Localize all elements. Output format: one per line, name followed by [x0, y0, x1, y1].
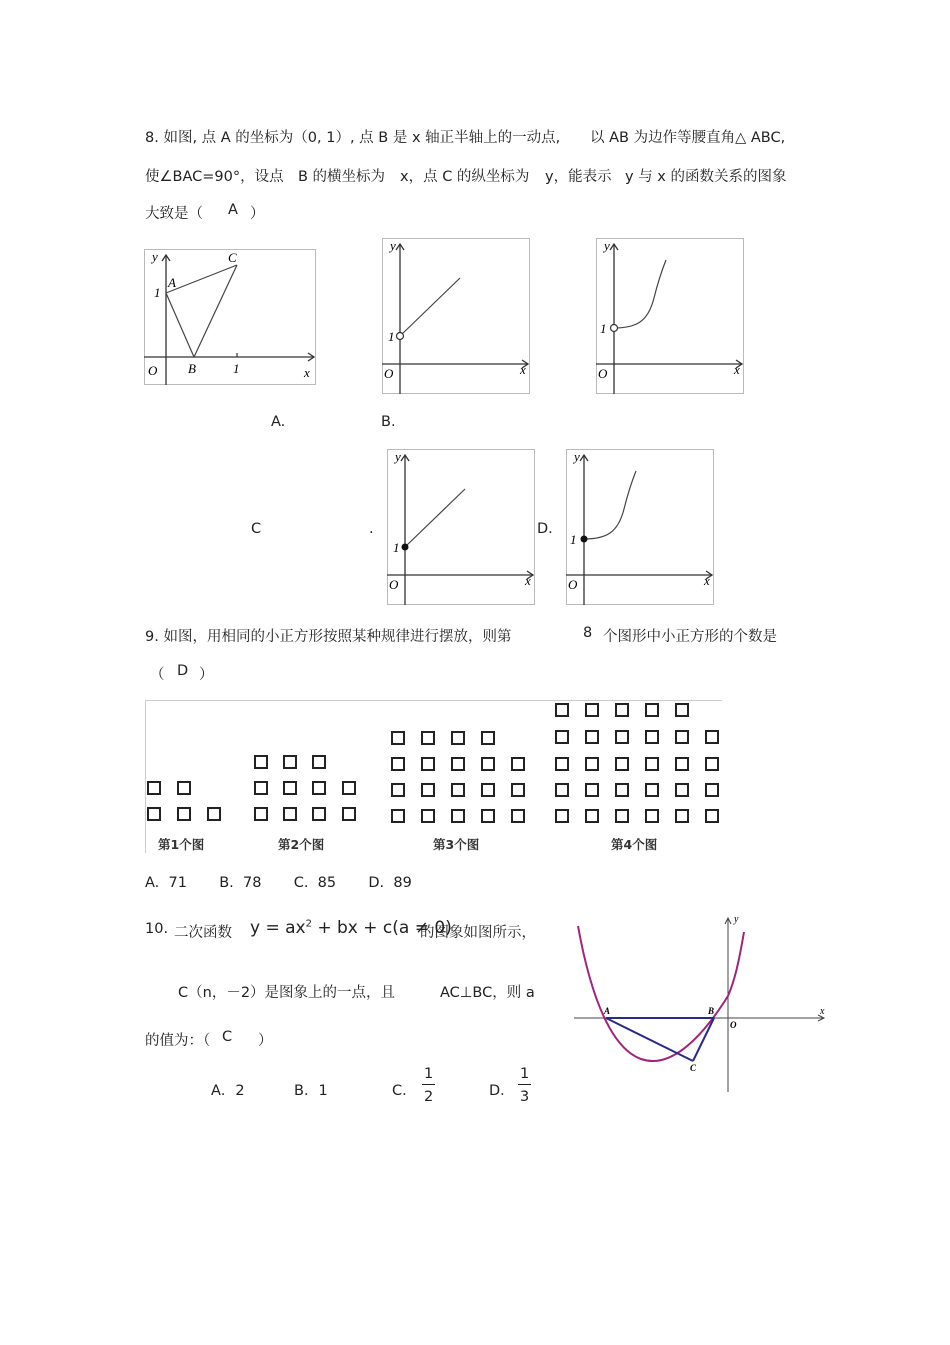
- q10-choice-b: B．1: [294, 1083, 328, 1099]
- square: [283, 755, 297, 769]
- x-axis-label: x: [304, 365, 310, 380]
- panel-3-label: 第3个图: [433, 837, 480, 852]
- segment-ac: [606, 1018, 693, 1061]
- x-label: x: [734, 362, 740, 377]
- q10-parabola-figure: [568, 912, 834, 1094]
- q8-line2-part4: y，能表示: [545, 169, 612, 185]
- q9-pattern-figure: [145, 700, 722, 853]
- square: [675, 809, 689, 823]
- square: [675, 757, 689, 771]
- point-b-label: B: [188, 361, 196, 376]
- square: [342, 807, 356, 821]
- square: [511, 757, 525, 771]
- origin-label: O: [568, 577, 578, 592]
- square: [312, 781, 326, 795]
- x-label: x: [520, 362, 526, 377]
- formula-part2: + bx + c(a ≠ 0): [311, 918, 452, 938]
- q9-line1-part2: 8: [583, 625, 593, 641]
- square: [645, 757, 659, 771]
- formula-exponent: 2: [305, 918, 312, 930]
- origin-label: O: [389, 577, 399, 592]
- square: [451, 731, 465, 745]
- square: [481, 757, 495, 771]
- square: [645, 703, 659, 717]
- square: [421, 731, 435, 745]
- square: [481, 809, 495, 823]
- q9-line1-part1: 9. 如图，用相同的小正方形按照某种规律进行摆放，则第: [145, 629, 512, 645]
- q8-line2-part2: B 的横坐标为: [298, 169, 386, 185]
- square: [177, 781, 191, 795]
- x-axis-label: x: [820, 1006, 825, 1017]
- q10-line2-part2: AC⊥BC，则 a: [440, 985, 535, 1001]
- square: [481, 783, 495, 797]
- square: [254, 781, 268, 795]
- x-label: x: [525, 573, 531, 588]
- q9-line1-part3: 个图形中小正方形的个数是: [603, 629, 777, 645]
- square: [615, 809, 629, 823]
- square: [555, 730, 569, 744]
- square: [391, 783, 405, 797]
- square: [555, 783, 569, 797]
- panel-4-label: 第4个图: [611, 837, 658, 852]
- q8-answer: A: [228, 202, 238, 218]
- segment-ab: [166, 293, 194, 357]
- y-label: y: [390, 238, 396, 253]
- point-a-label: A: [168, 275, 176, 290]
- square: [451, 809, 465, 823]
- square: [421, 809, 435, 823]
- square: [283, 807, 297, 821]
- q9-line2-part1: （: [150, 667, 165, 683]
- q8-option-a-label: A.: [271, 414, 286, 430]
- square: [342, 781, 356, 795]
- square: [555, 703, 569, 717]
- square: [147, 807, 161, 821]
- square: [421, 783, 435, 797]
- q8-line2-part5: y 与 x 的函数关系的图象: [625, 169, 787, 185]
- square: [585, 809, 599, 823]
- square: [705, 730, 719, 744]
- q9-answer: D: [177, 663, 189, 679]
- formula-part1: y = ax: [250, 918, 306, 938]
- square: [615, 730, 629, 744]
- q10-line3-part2: ）: [258, 1033, 273, 1049]
- q8-graph-linear-filled: [387, 449, 535, 605]
- q10-choice-d: D．: [489, 1083, 515, 1099]
- q8-option-c-dot: .: [369, 521, 374, 537]
- square: [675, 703, 689, 717]
- square: [705, 757, 719, 771]
- square: [147, 781, 161, 795]
- q10-choice-c-fraction: [422, 1066, 435, 1105]
- q10-line3-part1: 的值为：（: [145, 1033, 211, 1049]
- square: [177, 807, 191, 821]
- square: [391, 757, 405, 771]
- square: [675, 783, 689, 797]
- q10-line2-part1: C（n，－2）是图象上的一点，且: [178, 985, 396, 1001]
- tick-1-y-label: 1: [154, 285, 161, 300]
- square: [391, 731, 405, 745]
- q9-line2-part2: ）: [199, 667, 214, 683]
- y-label: y: [604, 238, 610, 253]
- square: [675, 730, 689, 744]
- q8-line1-part1: 8. 如图, 点 A 的坐标为（0, 1）, 点 B 是 x 轴正半轴上的一动点,: [145, 130, 561, 146]
- square: [645, 730, 659, 744]
- q10-choice-d-fraction: [518, 1066, 531, 1105]
- square: [705, 783, 719, 797]
- tick-1-x-label: 1: [233, 361, 240, 376]
- origin-label: O: [730, 1020, 737, 1030]
- fraction-denominator: 2: [424, 1089, 434, 1105]
- square: [283, 781, 297, 795]
- origin-label: O: [384, 366, 394, 381]
- square: [555, 809, 569, 823]
- q8-main-figure: [144, 249, 316, 385]
- square: [615, 703, 629, 717]
- origin-label: O: [148, 363, 158, 378]
- q8-line3-part1: 大致是（: [145, 206, 203, 222]
- point-b-label: B: [708, 1006, 715, 1016]
- panel-2-label: 第2个图: [278, 837, 325, 852]
- y-axis-label: y: [734, 914, 739, 925]
- fraction-denominator: 3: [520, 1089, 530, 1105]
- square: [451, 757, 465, 771]
- q10-choice-a: A．2: [211, 1083, 245, 1099]
- q8-graph-linear-open: [382, 238, 530, 394]
- parabola-curve: [578, 926, 744, 1061]
- square: [615, 757, 629, 771]
- square: [451, 783, 465, 797]
- square: [645, 783, 659, 797]
- fraction-numerator: 1: [518, 1066, 531, 1085]
- q8-option-d-label: D.: [537, 521, 553, 537]
- square: [585, 703, 599, 717]
- tick-1-label: 1: [388, 329, 395, 344]
- point-c-label: C: [228, 250, 237, 265]
- q10-number: 10.: [145, 921, 169, 937]
- q10-intro-tail: 的图象如图所示，: [420, 925, 536, 941]
- q10-choice-c: C．: [392, 1083, 417, 1099]
- tick-1-label: 1: [600, 321, 607, 336]
- square: [312, 807, 326, 821]
- square: [312, 755, 326, 769]
- square: [705, 809, 719, 823]
- tick-1-label: 1: [393, 540, 400, 555]
- square: [645, 809, 659, 823]
- q8-option-c-label: C: [251, 521, 262, 537]
- square: [615, 783, 629, 797]
- q8-line2-part3: x，点 C 的纵坐标为: [400, 169, 530, 185]
- square: [511, 783, 525, 797]
- q8-line2-part1: 使∠BAC=90°，设点: [145, 169, 284, 185]
- fraction-numerator: 1: [422, 1066, 435, 1085]
- q8-graph-curve-filled: [566, 449, 714, 605]
- q9-choices: A. 71 B. 78 C. 85 D. 89: [145, 875, 412, 891]
- square: [391, 809, 405, 823]
- tick-1-label: 1: [570, 532, 577, 547]
- square: [555, 757, 569, 771]
- origin-label: O: [598, 366, 608, 381]
- y-axis-label: y: [152, 249, 158, 264]
- x-label: x: [704, 573, 710, 588]
- square: [585, 757, 599, 771]
- y-label: y: [395, 449, 401, 464]
- point-c-label: C: [690, 1063, 697, 1073]
- q8-option-b-label: B.: [381, 414, 396, 430]
- square: [511, 809, 525, 823]
- square: [254, 807, 268, 821]
- square: [481, 731, 495, 745]
- q10-answer: C: [222, 1029, 233, 1045]
- square: [585, 730, 599, 744]
- segment-bc: [693, 1018, 714, 1061]
- panel-1-label: 第1个图: [158, 837, 205, 852]
- square: [585, 783, 599, 797]
- q10-intro: 二次函数: [174, 925, 232, 941]
- square: [421, 757, 435, 771]
- q8-graph-curve-open: [596, 238, 744, 394]
- point-a-label: A: [604, 1006, 611, 1016]
- q8-line3-part2: ）: [250, 206, 265, 222]
- square: [254, 755, 268, 769]
- q8-line1-part2: 以 AB 为边作等腰直角△ ABC,: [590, 130, 786, 146]
- y-label: y: [574, 449, 580, 464]
- square: [207, 807, 221, 821]
